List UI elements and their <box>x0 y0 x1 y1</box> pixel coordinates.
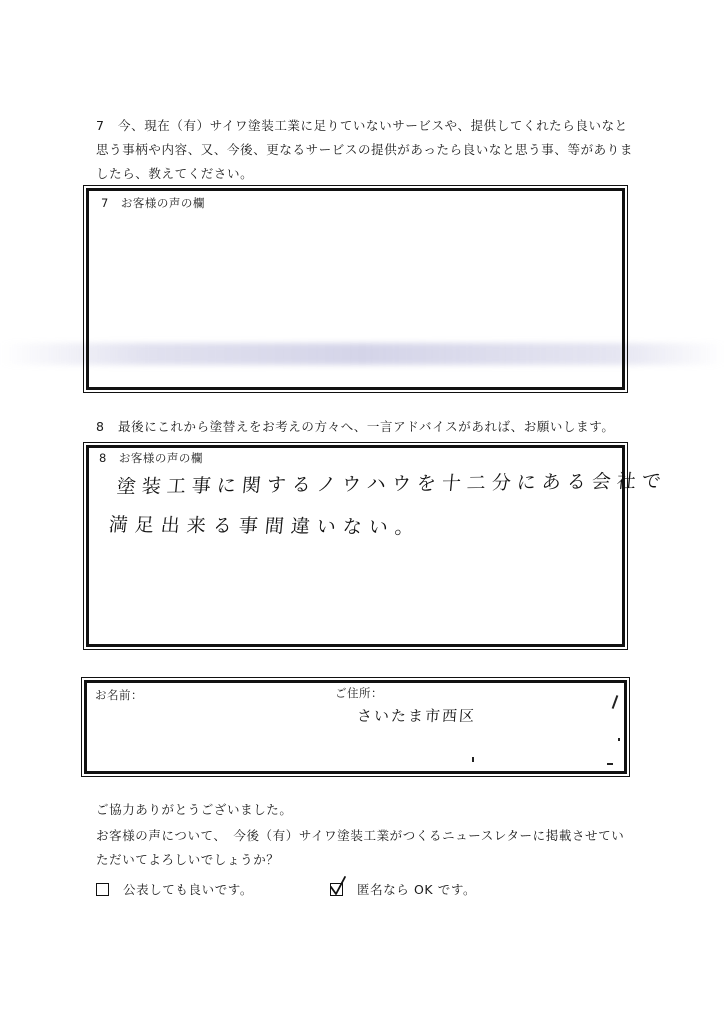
option-public[interactable] <box>96 880 253 898</box>
option-anonymous-label: 匿名なら OK です。 <box>357 882 477 897</box>
answer-box-8[interactable] <box>86 445 668 647</box>
thanks-message: ご協力ありがとうございました。 <box>96 802 293 817</box>
stray-pen-mark <box>607 763 613 765</box>
handwritten-answer-line-1: 塗装工事に関するノウハウを十二分にある会社で <box>115 470 668 499</box>
stray-pen-mark <box>472 757 474 762</box>
handwritten-address: さいたま市西区 <box>356 707 477 725</box>
question-7-number: 7 <box>96 118 105 133</box>
answer-box-8-label: 8 お客様の声の欄 <box>99 451 203 465</box>
option-public-label: 公表しても良いです。 <box>123 882 254 897</box>
question-8-text: 最後にこれから塗替えをお考えの方々へ、一言アドバイスがあれば、お願いします。 <box>118 419 615 434</box>
name-label: お名前： <box>95 688 143 702</box>
question-8-number: 8 <box>96 419 105 434</box>
checkbox-public[interactable] <box>96 883 109 896</box>
customer-info-box[interactable] <box>84 680 627 774</box>
checkbox-anonymous[interactable] <box>330 883 343 896</box>
address-label: ご住所： <box>335 686 383 700</box>
newsletter-question: お客様の声について、 今後（有）サイワ塗装工業がつくるニュースレターに掲載させていただいてよろしいでしょうか？ <box>96 828 625 867</box>
checkmark-icon <box>328 875 348 897</box>
question-7-text: 今、現在（有）サイワ塗装工業に足りていないサービスや、提供してくれたら良いなと思う事柄や内容、又、今後、更なるサービスの提供があったら良いなと思う事、等がありましたら、教えてください。 <box>96 118 633 181</box>
question-7 <box>96 114 636 186</box>
option-anonymous[interactable] <box>330 880 476 898</box>
handwritten-answer-line-2: 満足出来る事間違いない。 <box>107 514 422 539</box>
question-8 <box>96 415 636 439</box>
answer-box-7-label: 7 お客様の声の欄 <box>101 196 205 210</box>
answer-box-7[interactable] <box>86 188 625 390</box>
stray-pen-mark <box>618 738 620 741</box>
